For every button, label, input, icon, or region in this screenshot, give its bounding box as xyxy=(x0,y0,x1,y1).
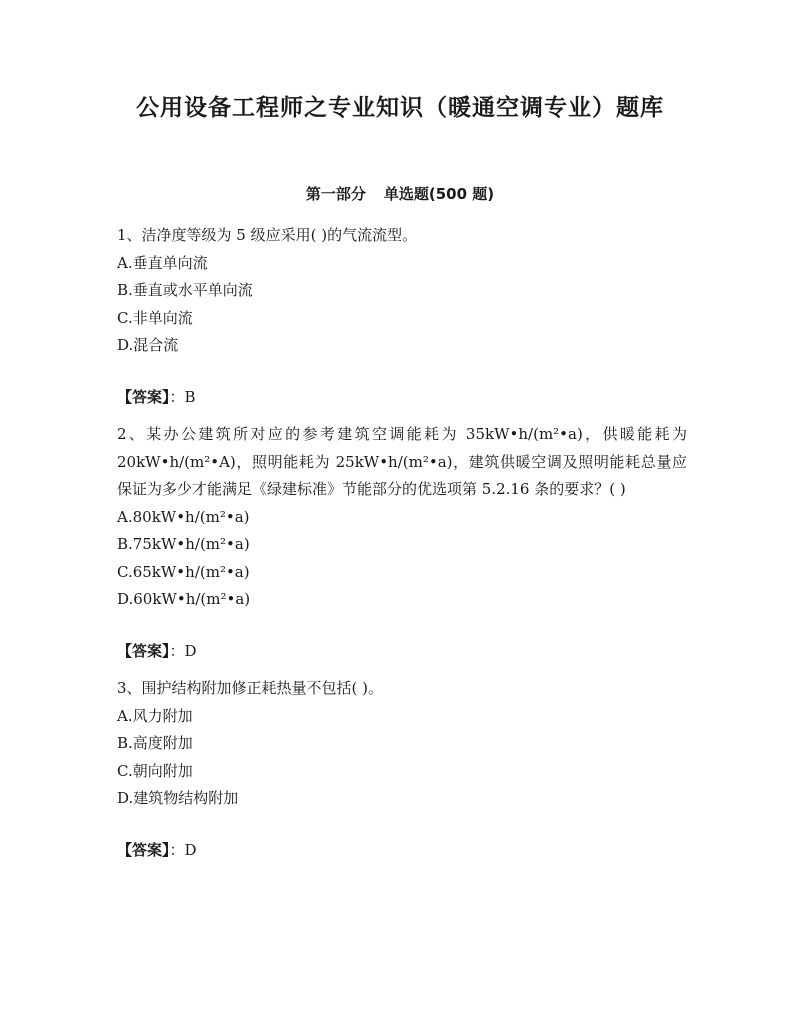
question-2 xyxy=(117,421,687,665)
option-c: C.朝向附加 xyxy=(117,761,193,780)
question-stem: 3、围护结构附加修正耗热量不包括( )。 xyxy=(117,679,384,697)
question-3 xyxy=(117,675,687,864)
answer-line xyxy=(117,837,687,865)
answer-line xyxy=(117,384,687,412)
section-heading xyxy=(0,180,800,208)
option-c: C.65kW•h/(m²•a) xyxy=(117,562,250,581)
section-name-label: 单选题(500 题) xyxy=(383,185,495,203)
question-list xyxy=(117,222,687,864)
option-c: C.非单向流 xyxy=(117,308,193,327)
option-b: B.垂直或水平单向流 xyxy=(117,281,253,299)
option-a: A.80kW•h/(m²•a) xyxy=(117,507,250,526)
question-stem: 1、洁净度等级为 5 级应采用( )的气流流型。 xyxy=(117,226,418,244)
option-b: B.高度附加 xyxy=(117,734,193,752)
option-d: D.建筑物结构附加 xyxy=(117,789,239,807)
option-list xyxy=(117,504,687,614)
option-list xyxy=(117,250,687,360)
option-d: D.60kW•h/(m²•a) xyxy=(117,590,251,608)
section-part-label: 第一部分 xyxy=(305,185,366,203)
option-d: D.混合流 xyxy=(117,336,179,354)
answer-separator: ： xyxy=(169,641,185,660)
option-a: A.垂直单向流 xyxy=(117,253,208,272)
answer-label: 【答案】 xyxy=(117,641,170,660)
answer-line xyxy=(117,638,687,666)
answer-separator: ： xyxy=(169,387,185,406)
option-a: A.风力附加 xyxy=(117,706,193,725)
answer-label: 【答案】 xyxy=(117,840,170,859)
option-list xyxy=(117,703,687,813)
answer-value: D xyxy=(184,840,197,859)
answer-label: 【答案】 xyxy=(117,387,170,406)
option-b: B.75kW•h/(m²•a) xyxy=(117,535,250,553)
answer-separator: ： xyxy=(169,840,185,859)
question-stem: 2、某办公建筑所对应的参考建筑空调能耗为 35kW•h/(m²•a)，供暖能耗为 20kW•h/(m²•A)，照明能耗为 25kW•h/(m²•a)，建筑供暖空调及照明能耗总量应保证为多少才能满足《绿建标准》节能部分的优选项第 5.2.16 条的要求？( ) xyxy=(117,425,687,498)
document-title: 公用设备工程师之专业知识（暖通空调专业）题库 xyxy=(136,94,664,121)
answer-value: B xyxy=(184,387,196,406)
answer-value: D xyxy=(184,641,197,660)
question-1 xyxy=(117,222,687,411)
